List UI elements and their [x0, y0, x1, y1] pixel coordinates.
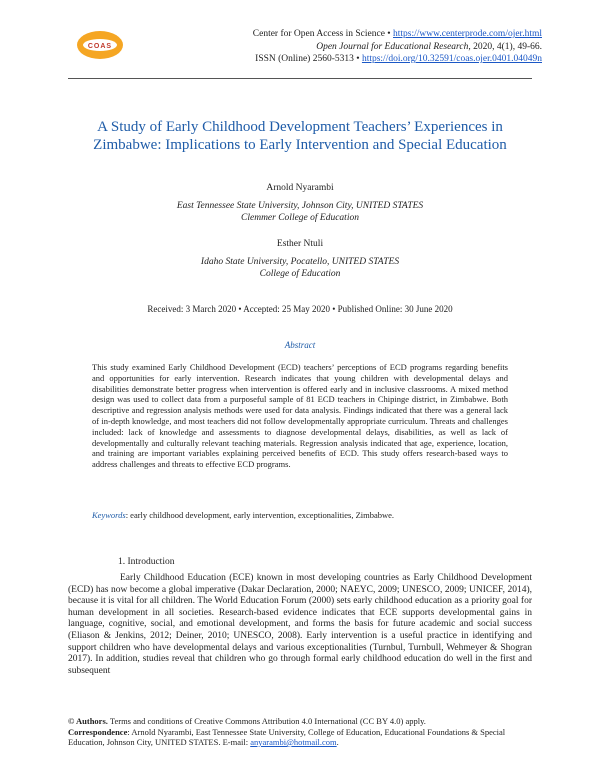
footer-end: .: [336, 737, 339, 747]
journal-header: [182, 28, 542, 66]
author-name: Arnold Nyarambi: [266, 183, 334, 193]
author-block-2: [80, 238, 520, 280]
author-department: College of Education: [259, 269, 341, 279]
keywords-list: : early childhood development, early intervention, exceptionalities, Zimbabwe.: [125, 510, 395, 520]
section-heading: 1. Introduction: [118, 557, 175, 567]
author-affiliation: East Tennessee State University, Johnson City, UNITED STATES: [176, 201, 424, 211]
coas-logo: [76, 30, 124, 60]
paper-title: A Study of Early Childhood Development Teachers’ Experiences in Zimbabwe: Implications to Early Intervention and Special Education: [93, 119, 507, 153]
header-center: Center for Open Access in Science •: [252, 29, 391, 39]
doi-link[interactable]: https://doi.org/10.32591/coas.ojer.0401.04049n: [361, 54, 542, 64]
author-department: Clemmer College of Education: [241, 213, 359, 223]
keywords-label: Keywords: [92, 510, 126, 520]
issn: ISSN (Online) 2560-5313 •: [255, 54, 360, 64]
journal-url-link[interactable]: https://www.centerprode.com/ojer.html: [393, 29, 542, 39]
author-name: Esther Ntuli: [276, 239, 324, 249]
email-link[interactable]: anyarambi@hotmail.com: [250, 737, 337, 747]
introduction-text: Early Childhood Education (ECE) known in most developing countries as Early Childhood Development (ECD) has now become a global imperative (Dakar Declaration, 2000; NAEYC, 2009; UNESCO, 2009; UNICEF, 2014), because it is vital for all children. The World Education Forum (2000) sets early childhood education as a priority goal for human development in all societies. Research-based evidence indicates that ECE supports developmental gains in language, cognitive, social, and emotional development, and forms the basis for future academic and social success (Eliason & Jenkins, 2012; Deiner, 2010; UNESCO, 2008). Early intervention is a useful practice in identifying and support children who have developmental delays and various exceptionalities (Turnbul, Turnbull, Wehmeyer & Shogran 2017). In addition, studies reveal that children who go through formal early childhood education do well in the first and subsequent: [68, 573, 532, 676]
author-block-1: [80, 182, 520, 224]
keywords: [92, 510, 520, 520]
author-affiliation: Idaho State University, Pocatello, UNITED STATES: [200, 257, 400, 267]
journal-name: Open Journal for Educational Research: [316, 41, 469, 52]
journal-volume: , 2020, 4(1), 49-66.: [468, 41, 542, 52]
copyright-label: © Authors.: [68, 716, 108, 726]
correspondence-label: Correspondence: [68, 726, 128, 737]
logo-text: COAS: [87, 43, 113, 50]
abstract-heading: Abstract: [284, 340, 316, 350]
header-rule: [68, 78, 532, 79]
footer-notes: [68, 716, 532, 748]
publication-dates: Received: 3 March 2020 • Accepted: 25 May 2020 • Published Online: 30 June 2020: [147, 304, 453, 314]
correspondence-text: : Arnold Nyarambi, East Tennessee State University, College of Education, Educational Foundations & Special Education, Johnson City, UNITED STATES. E-mail:: [68, 726, 506, 747]
license-text: Terms and conditions of Creative Commons Attribution 4.0 International (CC BY 4.0) apply.: [107, 716, 426, 726]
abstract-text: This study examined Early Childhood Development (ECD) teachers’ perceptions of ECD programs regarding benefits and opportunities for early intervention. Research indicates that young children with developmental delays and disabilities demonstrate better progress when intervention is offered early and in inclusive classrooms. A mixed method design was used to collect data from a purposeful sample of 81 ECD teachers in Chipinge district, in Zimbabwe. Both descriptive and regression analysis methods were used for data analysis. Findings indicated that there was a general lack of in-depth knowledge, and most teachers did not follow developmentally appropriate curriculum. Threats and challenges included: lack of knowledge and assessments to diagnose developmental delays, disabilities, as well as lack of developmentally and culturally relevant teaching materials. Regression analysis indicated that age, experience, location, and training are important variables explaining perceived benefits of ECD. This study offers research-based ways to address challenges and threats to effective ECD programs.: [92, 362, 508, 470]
